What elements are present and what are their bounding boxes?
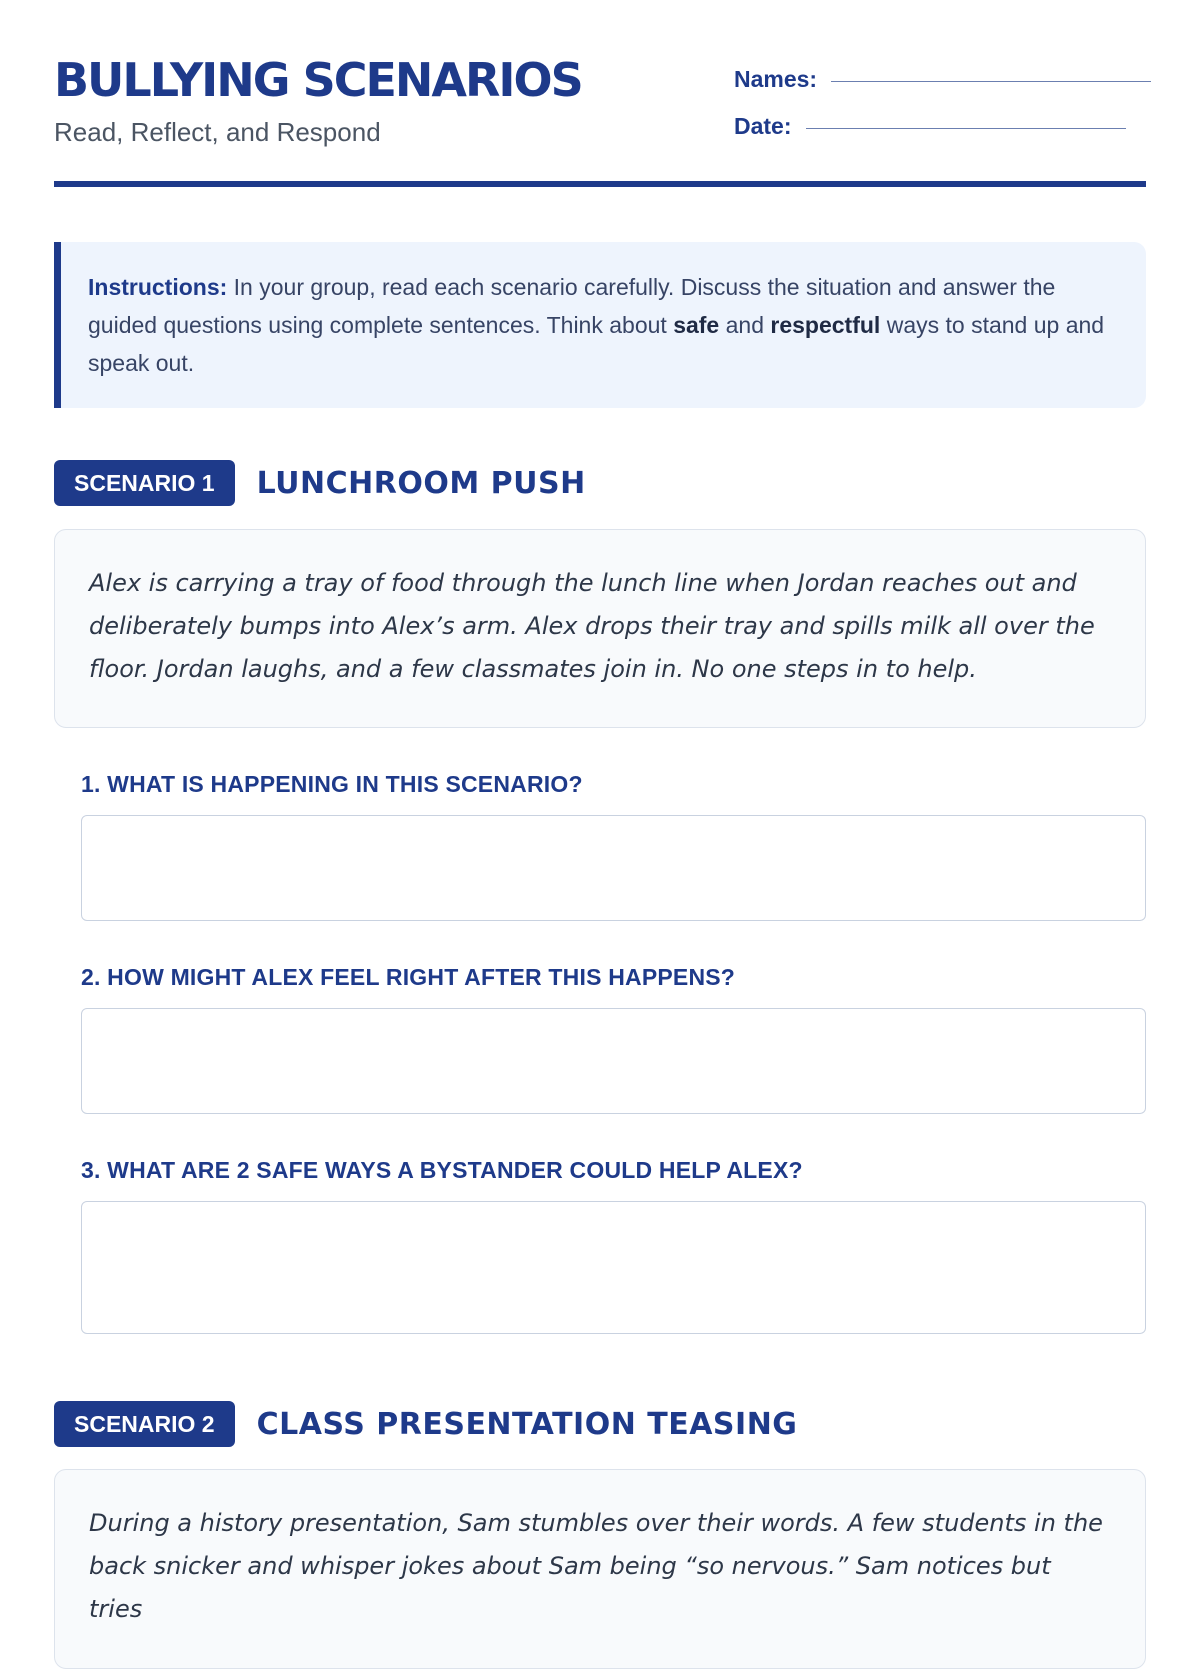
names-row [734, 66, 1151, 93]
scenario-2-text-box: During a history presentation, Sam stumbles over their words. A few students in the back snicker and whisper jokes about Sam being “so nervous.” Sam notices but tries [54, 1469, 1146, 1669]
question-2-label: 2. HOW MIGHT ALEX FEEL RIGHT AFTER THIS HAPPENS? [81, 964, 736, 990]
header-divider [54, 181, 1146, 187]
question-3-answer-box[interactable] [81, 1201, 1146, 1334]
names-label: Names: [734, 66, 818, 92]
scenario-1-text-box: Alex is carrying a tray of food through the lunch line when Jordan reaches out and deliberately bumps into Alex’s arm. Alex drops their tray and spills milk all over the floor. Jordan laughs, and a few classmates join in. No one steps in to help. [54, 529, 1146, 728]
instructions-bold-respectful: respectful [770, 312, 881, 338]
instructions-text-1: In your group, read each scenario carefully. Discuss the situation and answer the guided questions using complete sentences. Think about [88, 274, 1056, 338]
names-field[interactable] [831, 81, 1151, 82]
worksheet-page [54, 0, 1146, 1623]
page-subtitle: Read, Reflect, and Respond [54, 117, 381, 147]
instructions-lead: Instructions: [88, 274, 228, 300]
scenario-1-badge: SCENARIO 1 [54, 460, 235, 506]
scenario-2-badge: SCENARIO 2 [54, 1401, 235, 1447]
question-2-answer-box[interactable] [81, 1008, 1146, 1114]
date-label: Date: [734, 113, 792, 139]
instructions-text-2: and [719, 312, 771, 338]
page-title: BULLYING SCENARIOS [54, 53, 582, 107]
question-1-answer-box[interactable] [81, 815, 1146, 921]
instructions-bold-safe: safe [673, 312, 720, 338]
scenario-2-title: CLASS PRESENTATION TEASING [256, 1406, 798, 1442]
scenario-2-heading [54, 1401, 797, 1447]
date-field[interactable] [806, 128, 1126, 129]
question-1-label: 1. WHAT IS HAPPENING IN THIS SCENARIO? [81, 771, 583, 797]
date-row [734, 113, 1126, 140]
instructions-box [54, 242, 1146, 408]
question-3-label: 3. WHAT ARE 2 SAFE WAYS A BYSTANDER COULD HELP ALEX? [81, 1157, 803, 1183]
worksheet-header [54, 0, 1146, 190]
scenario-1-heading [54, 460, 586, 506]
scenario-1-title: LUNCHROOM PUSH [256, 465, 586, 501]
instructions-text-3: ways to stand up and speak out. [88, 312, 1105, 376]
